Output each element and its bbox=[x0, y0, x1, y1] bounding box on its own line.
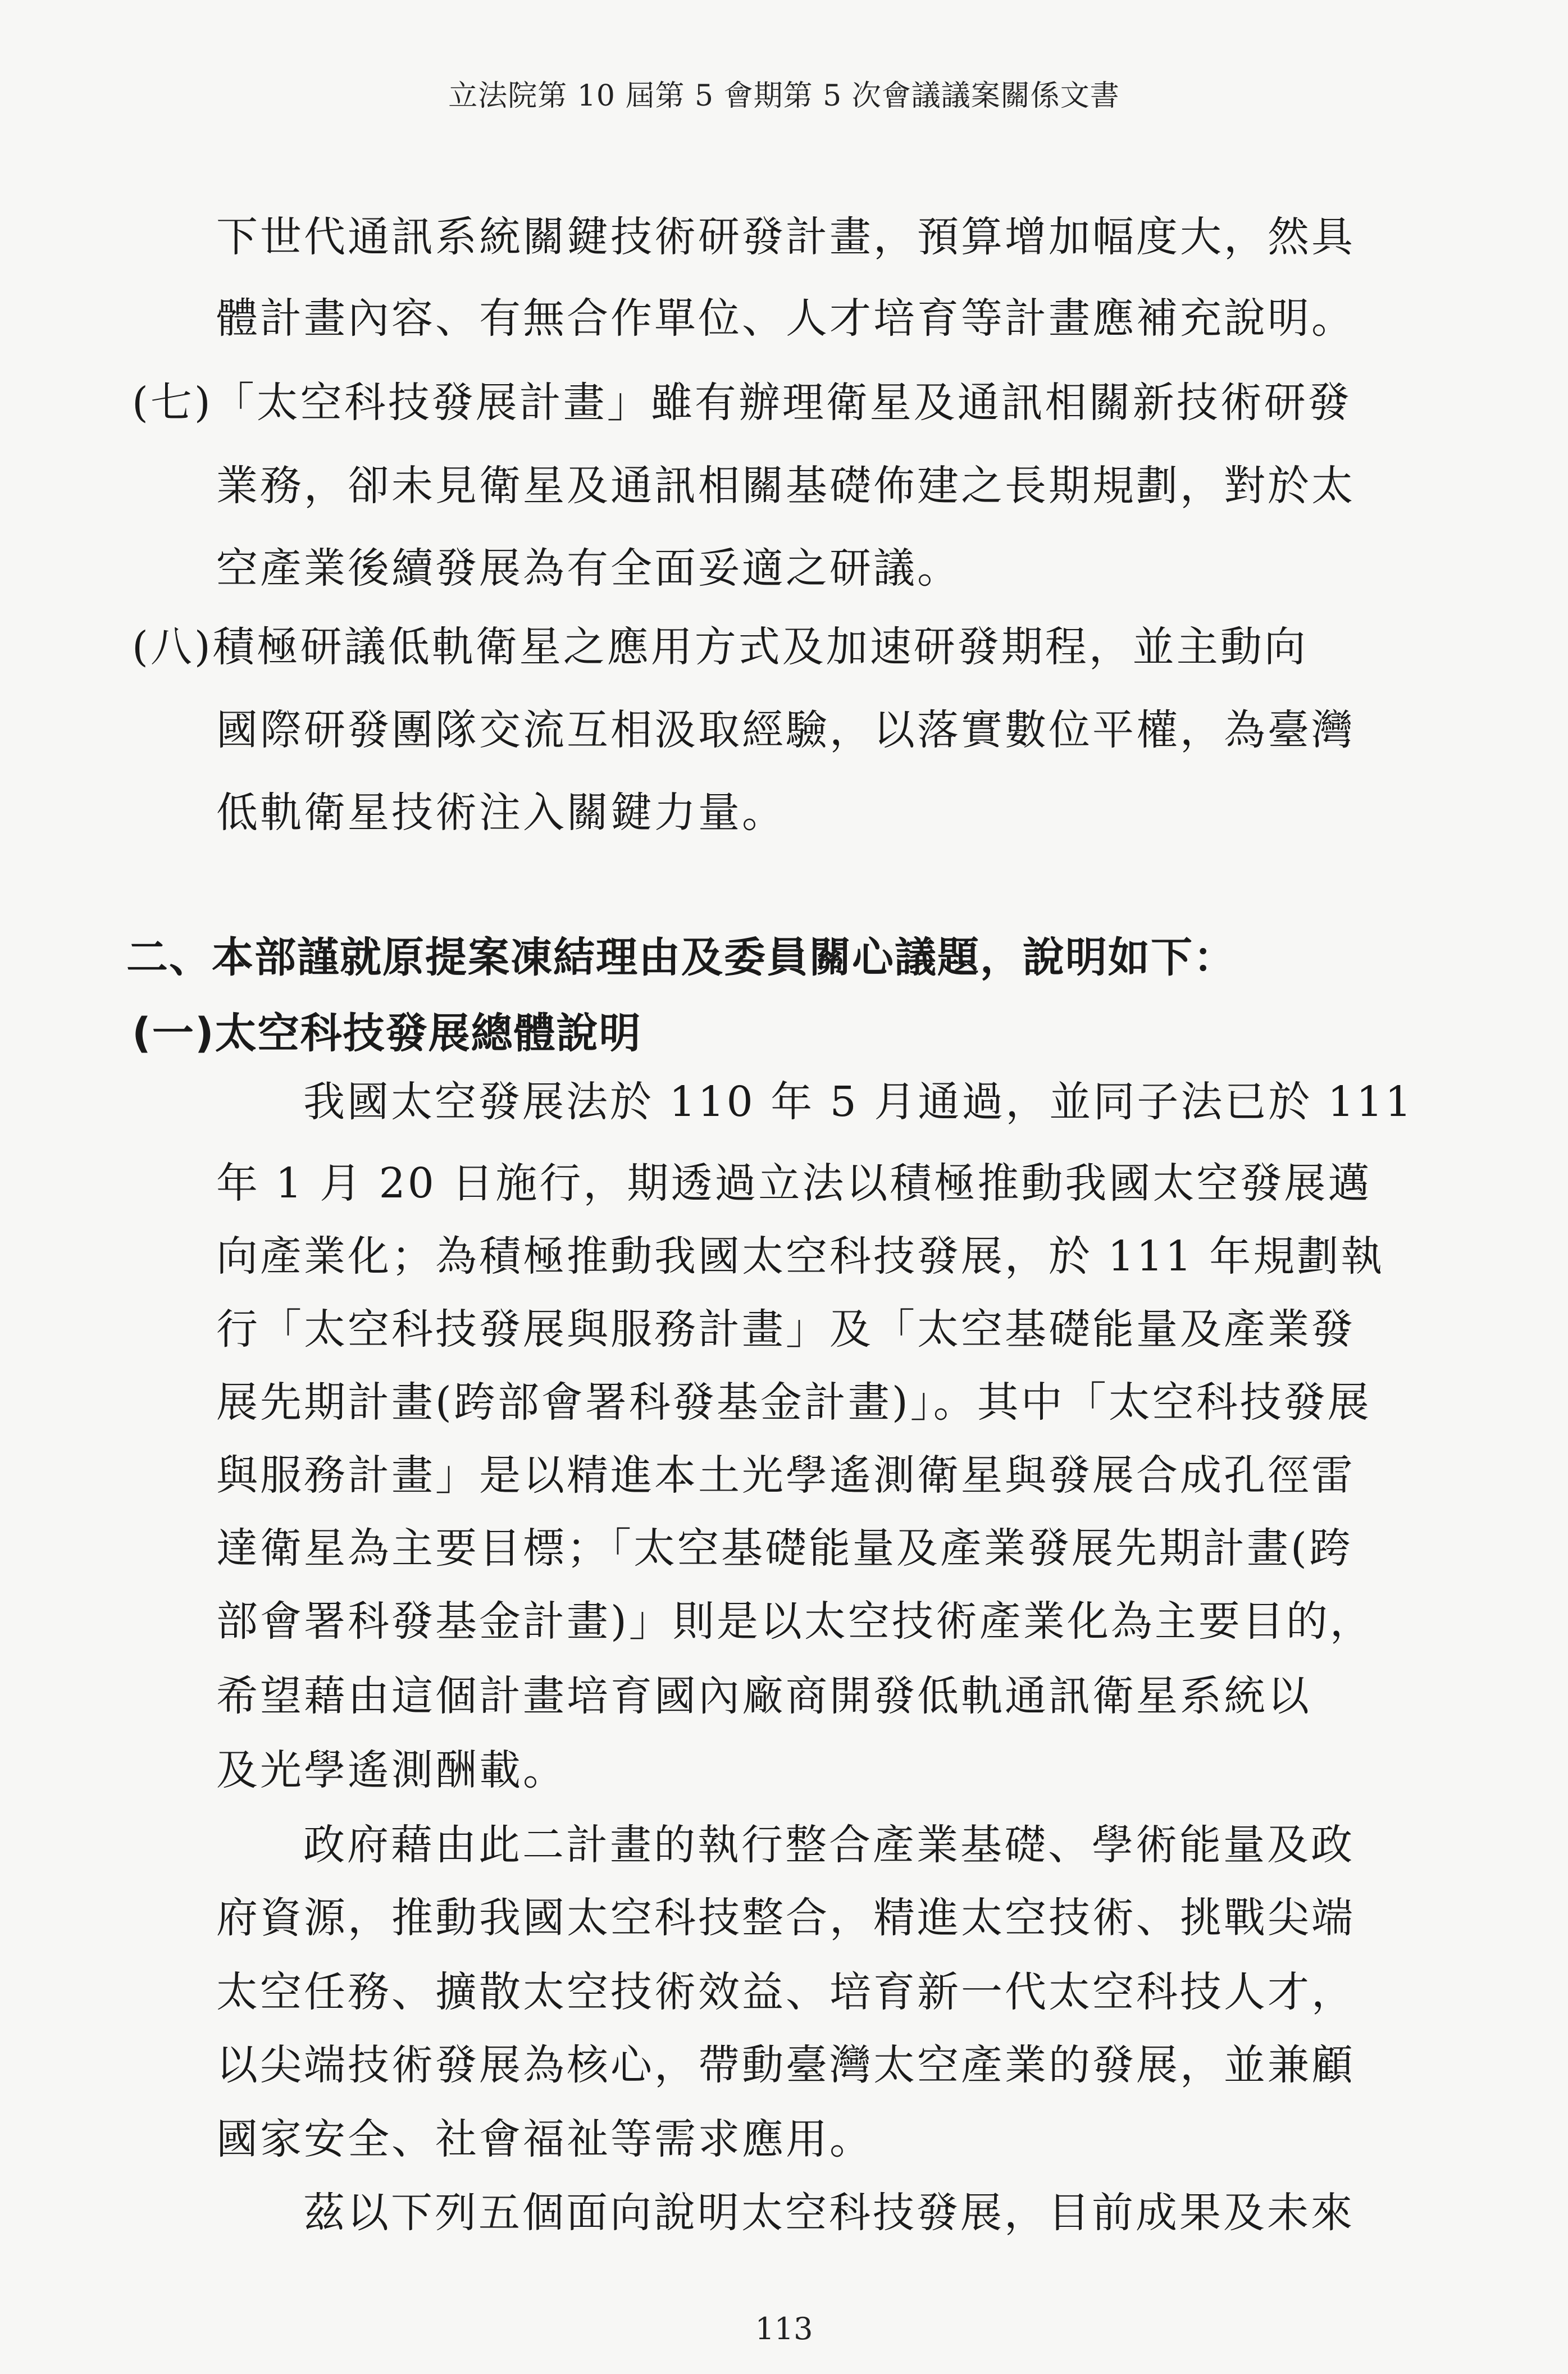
paragraph-line: 我國太空發展法於 110 年 5 月通過，並同子法已於 111 bbox=[303, 1078, 1414, 1126]
paragraph-line: 茲以下列五個面向說明太空科技發展，目前成果及未來 bbox=[303, 2189, 1355, 2237]
list-item-7: (七)「太空科技發展計畫」雖有辦理衛星及通訊相關新技術研發 bbox=[132, 379, 1352, 427]
text-line: 國際研發團隊交流互相汲取經驗，以落實數位平權，為臺灣 bbox=[216, 706, 1355, 754]
text-line: 空產業後續發展為有全面妥適之研議。 bbox=[216, 544, 961, 593]
text-line: 體計畫內容、有無合作單位、人才培育等計畫應補充說明。 bbox=[216, 294, 1355, 343]
paragraph-line: 希望藉由這個計畫培育國內廠商開發低軌通訊衛星系統以 bbox=[216, 1672, 1311, 1720]
paragraph-line: 年 1 月 20 日施行，期透過立法以積極推動我國太空發展邁 bbox=[216, 1159, 1372, 1207]
paragraph-line: 太空任務、擴散太空技術效益、培育新一代太空科技人才， bbox=[216, 1968, 1355, 2016]
paragraph-line: 與服務計畫」是以精進本土光學遙測衛星與發展合成孔徑雷 bbox=[216, 1451, 1355, 1500]
paragraph-line: 展先期計畫(跨部會署科發基金計畫)」。其中「太空科技發展 bbox=[216, 1378, 1371, 1427]
text-line: 低軌衛星技術注入關鍵力量。 bbox=[216, 789, 786, 837]
paragraph-line: 政府藉由此二計畫的執行整合產業基礎、學術能量及政 bbox=[303, 1821, 1355, 1869]
paragraph-line: 向產業化；為積極推動我國太空科技發展，於 111 年規劃執 bbox=[216, 1232, 1385, 1281]
text-line: 下世代通訊系統關鍵技術研發計畫，預算增加幅度大，然具 bbox=[216, 213, 1355, 261]
section-subheading: (一)太空科技發展總體說明 bbox=[132, 1009, 642, 1058]
paragraph-line: 國家安全、社會福祉等需求應用。 bbox=[216, 2115, 873, 2163]
text-line: 業務，卻未見衛星及通訊相關基礎佈建之長期規劃，對於太 bbox=[216, 462, 1355, 510]
paragraph-line: 行「太空科技發展與服務計畫」及「太空基礎能量及產業發 bbox=[216, 1305, 1355, 1354]
paragraph-line: 及光學遙測酬載。 bbox=[216, 1746, 567, 1794]
section-heading: 二、本部謹就原提案凍結理由及委員關心議題，說明如下： bbox=[126, 933, 1236, 982]
paragraph-line: 府資源，推動我國太空科技整合，精進太空技術、挑戰尖端 bbox=[216, 1894, 1355, 1942]
document-header: 立法院第 10 屆第 5 會期第 5 次會議議案關係文書 bbox=[448, 79, 1120, 113]
paragraph-line: 以尖端技術發展為核心，帶動臺灣太空產業的發展，並兼顧 bbox=[216, 2041, 1355, 2089]
list-item-8: (八)積極研議低軌衛星之應用方式及加速研發期程，並主動向 bbox=[132, 623, 1308, 671]
paragraph-line: 達衛星為主要目標；「太空基礎能量及產業發展先期計畫(跨 bbox=[216, 1524, 1353, 1573]
paragraph-line: 部會署科發基金計畫)」則是以太空技術產業化為主要目的， bbox=[216, 1597, 1374, 1646]
page-number: 113 bbox=[755, 2311, 813, 2346]
